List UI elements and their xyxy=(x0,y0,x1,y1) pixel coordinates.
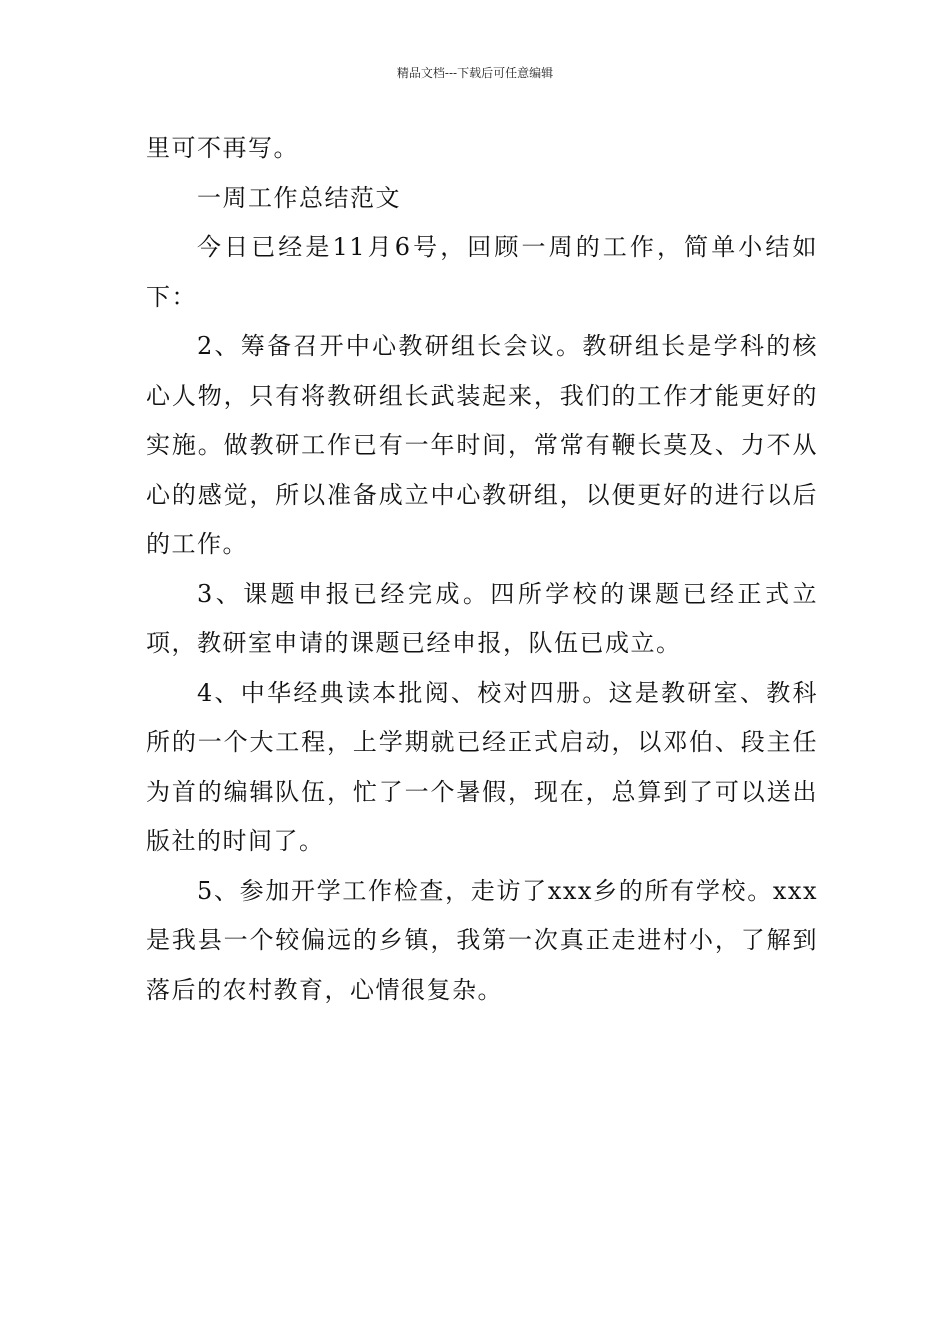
page-header: 精品文档---下载后可任意编辑 xyxy=(396,66,554,80)
section-title: 一周工作总结范文 xyxy=(197,183,401,212)
paragraph-item-2: 2、筹备召开中心教研组长会议。教研组长是学科的核心人物，只有将教研组长武装起来，我们的工作才能更好的实施。做教研工作已有一年时间，常常有鞭长莫及、力不从心的感觉，所以准备成立中心教研组，以便更好的进行以后的工作。 xyxy=(146,332,818,558)
paragraph-continuation: 里可不再写。 xyxy=(146,134,299,162)
paragraph-intro: 今日已经是11月6号，回顾一周的工作，简单小结如下： xyxy=(146,233,818,311)
paragraph-item-4: 4、中华经典读本批阅、校对四册。这是教研室、教科所的一个大工程，上学期就已经正式启动，以邓伯、段主任为首的编辑队伍，忙了一个暑假，现在，总算到了可以送出版社的时间了。 xyxy=(146,678,818,855)
paragraph-item-5: 5、参加开学工作检查，走访了xxx乡的所有学校。xxx是我县一个较偏远的乡镇，我第一次真正走进村小，了解到落后的农村教育，心情很复杂。 xyxy=(146,876,818,1004)
document-body xyxy=(146,124,818,1015)
paragraph-item-3: 3、课题申报已经完成。四所学校的课题已经正式立项，教研室申请的课题已经申报，队伍已成立。 xyxy=(146,579,818,657)
